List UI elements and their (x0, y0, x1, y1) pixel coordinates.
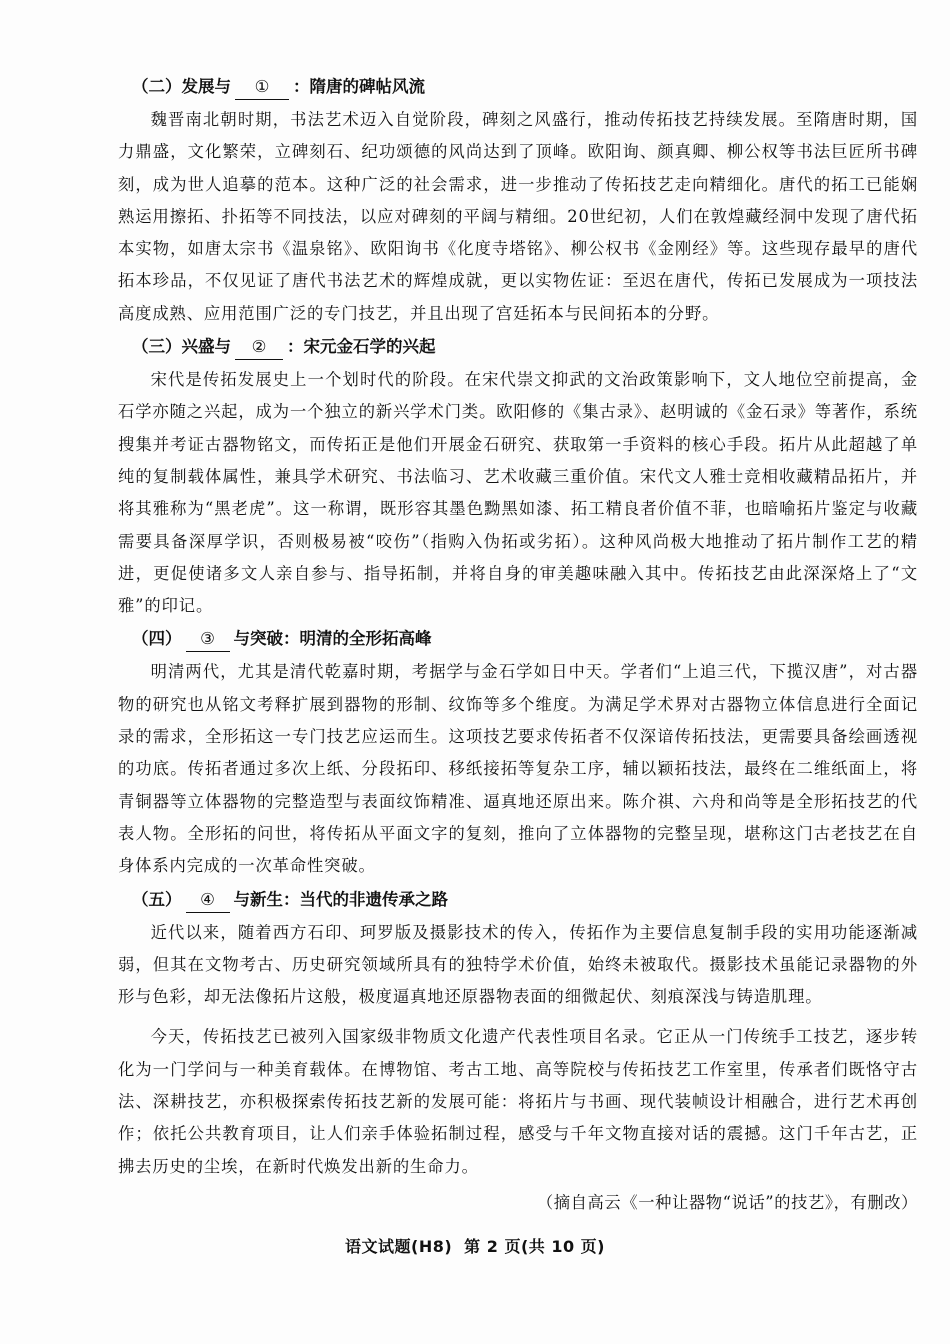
heading-prefix: （三）兴盛与 (132, 337, 231, 357)
footer-subject: 语文试题(H8) (345, 1237, 453, 1256)
heading-suffix: 与突破：明清的全形拓高峰 (233, 629, 432, 649)
heading-suffix: 与新生：当代的非遗传承之路 (233, 889, 448, 909)
paragraph-section-3: 宋代是传拓发展史上一个划时代的阶段。在宋代崇文抑武的文治政策影响下，文人地位空前提高，金石学亦随之兴起，成为一个独立的新兴学术门类。欧阳修的《集古录》、赵明诚的《金石录》等著作，系统搜集并考证古器物铭文，而传拓正是他们开展金石研究、获取第一手资料的核心手段。拓片从此超越了单纯的复制载体属性，兼具学术研究、书法临习、艺术收藏三重价值。宋代文人雅士竞相收藏精品拓片，并将其雅称为“黑老虎”。这一称谓，既形容其墨色黝黑如漆、拓工精良者价值不菲，也暗喻拓片鉴定与收藏需要具备深厚学识，否则极易被“咬伤”（指购入伪拓或劣拓）。这种风尚极大地推动了拓片制作工艺的精进，更促使诸多文人亲自参与、指导拓制，并将自身的审美趣味融入其中。传拓技艺由此深深烙上了“文雅”的印记。 (118, 370, 918, 616)
source-citation: （摘自高云《一种让器物“说话”的技艺》，有删改） (536, 1192, 918, 1212)
heading-suffix: ：隋唐的碑帖风流 (293, 77, 425, 96)
section-heading-5 (132, 883, 918, 917)
section-heading-4 (132, 622, 918, 656)
paragraph-section-2: 魏晋南北朝时期，书法艺术迈入自觉阶段，碑刻之风盛行，推动传拓技艺持续发展。至隋唐时期，国力鼎盛，文化繁荣，立碑刻石、纪功颂德的风尚达到了顶峰。欧阳询、颜真卿、柳公权等书法巨匠所书碑刻，成为世人追摹的范本。这种广泛的社会需求，进一步推动了传拓技艺走向精细化。唐代的拓工已能娴熟运用擦拓、扑拓等不同技法，以应对碑刻的平阔与精细。20世纪初，人们在敦煌藏经洞中发现了唐代拓本实物，如唐太宗书《温泉铭》、欧阳询书《化度寺塔铭》、柳公权书《金刚经》等。这些现存最早的唐代拓本珍品，不仅见证了唐代书法艺术的辉煌成就，更以实物佐证：至迟在唐代，传拓已发展成为一项技法高度成熟、应用范围广泛的专门技艺，并且出现了宫廷拓本与民间拓本的分野。 (118, 110, 918, 323)
article-body (118, 70, 918, 1219)
footer-page-number: 第 2 页(共 10 页) (464, 1237, 605, 1256)
heading-prefix: （二）发展与 (132, 77, 231, 96)
heading-suffix: ：宋元金石学的兴起 (287, 337, 436, 357)
heading-prefix: （五） (132, 889, 182, 909)
fill-blank-4: ④ (186, 888, 230, 913)
section-heading-3 (132, 330, 918, 364)
paragraph-section-5a: 近代以来，随着西方石印、珂罗版及摄影技术的传入，传拓作为主要信息复制手段的实用功能逐渐减弱，但其在文物考古、历史研究领域所具有的独特学术价值，始终未被取代。摄影技术虽能记录器物的外形与色彩，却无法像拓片这般，极度逼真地还原器物表面的细微起伏、刻痕深浅与铸造肌理。 (118, 922, 918, 1007)
fill-blank-2: ② (235, 335, 283, 360)
fill-blank-1: ① (235, 75, 289, 100)
section-heading-2 (132, 70, 918, 104)
page-footer (0, 1234, 950, 1257)
heading-prefix: （四） (132, 629, 182, 649)
paragraph-section-5b: 今天，传拓技艺已被列入国家级非物质文化遗产代表性项目名录。它正从一门传统手工技艺，逐步转化为一门学问与一种美育载体。在博物馆、考古工地、高等院校与传拓技艺工作室里，传承者们既恪守古法、深耕技艺，亦积极探索传拓技艺新的发展可能：将拓片与书画、现代装帧设计相融合，进行艺术再创作；依托公共教育项目，让人们亲手体验拓制过程，感受与千年文物直接对话的震撼。这门千年古艺，正拂去历史的尘埃，在新时代焕发出新的生命力。 (118, 1027, 918, 1176)
paragraph-section-4: 明清两代，尤其是清代乾嘉时期，考据学与金石学如日中天。学者们“上追三代，下揽汉唐”，对古器物的研究也从铭文考释扩展到器物的形制、纹饰等多个维度。为满足学术界对古器物立体信息进行全面记录的需求，全形拓这一专门技艺应运而生。这项技艺要求传拓者不仅深谙传拓技法，更需要具备绘画透视的功底。传拓者通过多次上纸、分段拓印、移纸接拓等复杂工序，辅以颖拓技法，最终在二维纸面上，将青铜器等立体器物的完整造型与表面纹饰精准、逼真地还原出来。陈介祺、六舟和尚等是全形拓技艺的代表人物。全形拓的问世，将传拓从平面文字的复刻，推向了立体器物的完整呈现，堪称这门古老技艺在自身体系内完成的一次革命性突破。 (118, 662, 918, 876)
fill-blank-3: ③ (186, 627, 230, 652)
